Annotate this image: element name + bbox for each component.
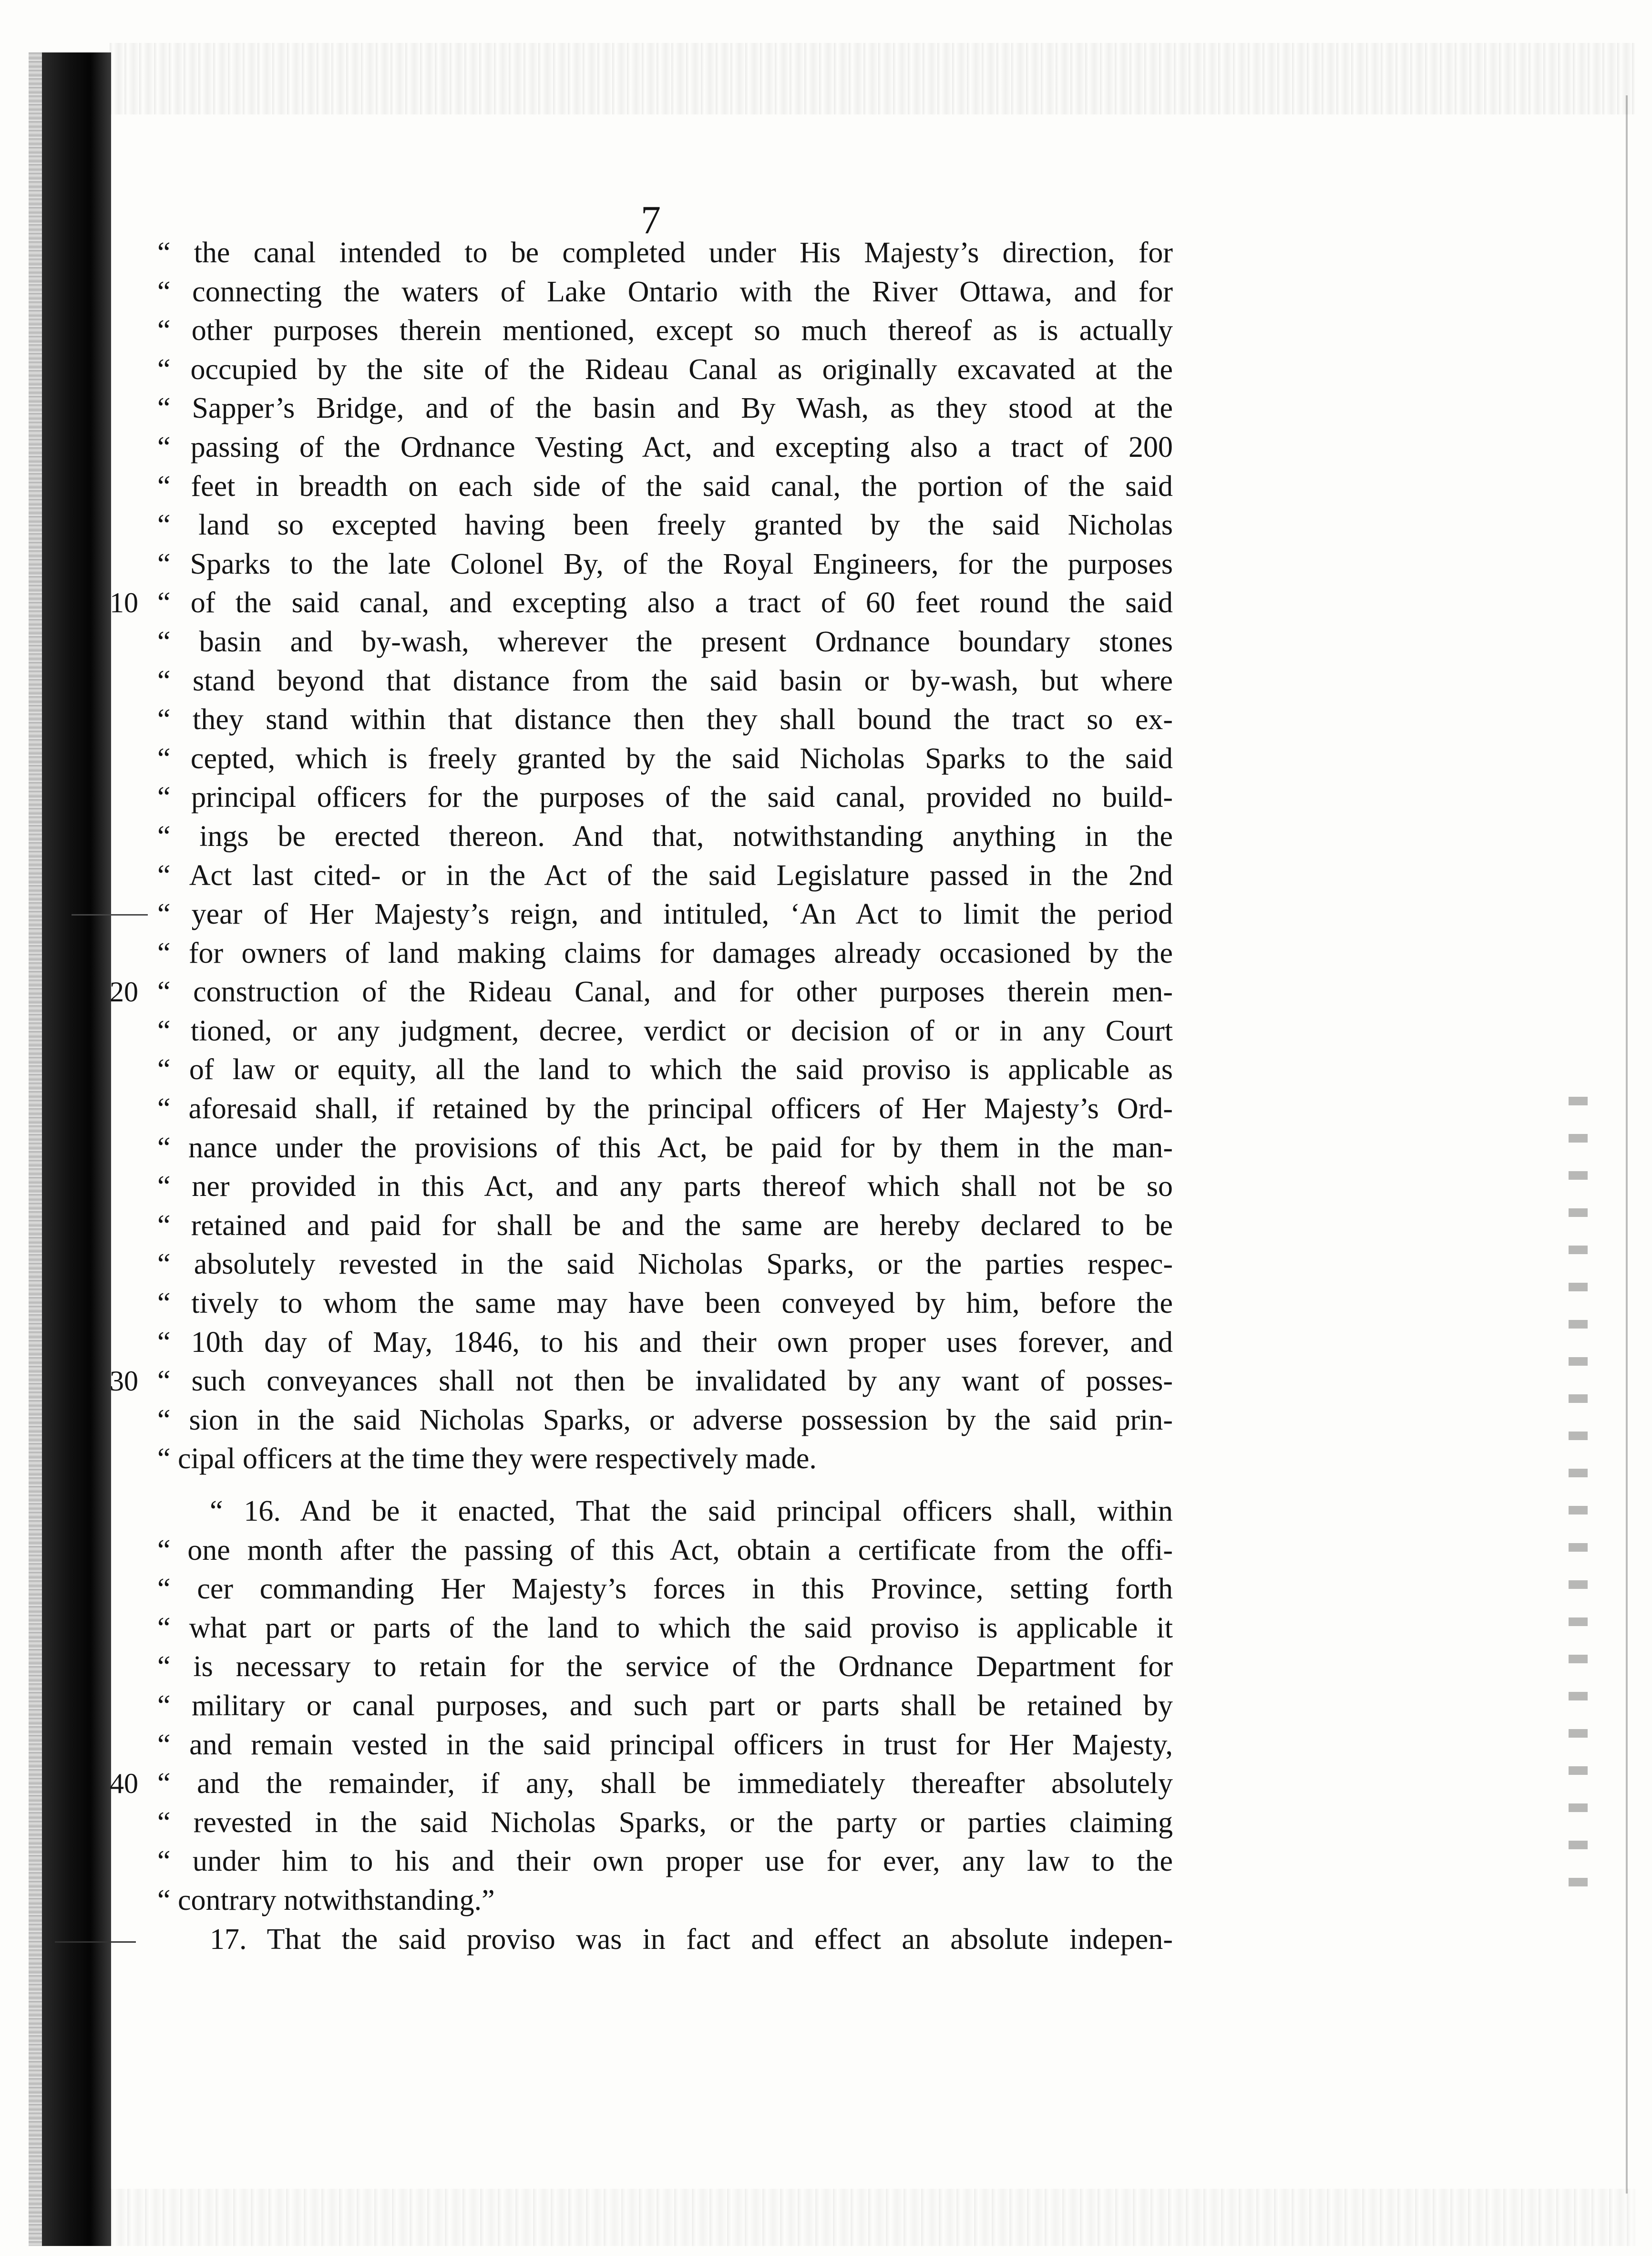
text-line	[157, 506, 1173, 545]
text-line-content: “ of the said canal, and excepting also a tract of 60 feet round the said	[157, 587, 1173, 619]
text-line-content: “ sion in the said Nicholas Sparks, or adverse possession by the said prin-	[157, 1403, 1173, 1436]
text-line-content: “ other purposes therein mentioned, except so much thereof as is actually	[157, 314, 1173, 347]
text-line-content: “ Sapper’s Bridge, and of the basin and By Wash, as they stood at the	[157, 392, 1173, 425]
margin-line-number: 20	[110, 976, 138, 1008]
text-line	[157, 1492, 1173, 1531]
text-line-content: “ is necessary to retain for the service of the Ordnance Department for	[157, 1650, 1173, 1683]
text-line	[157, 1570, 1173, 1609]
text-line-content: “ contrary notwithstanding.”	[157, 1884, 495, 1916]
text-line	[157, 1167, 1173, 1206]
text-line	[157, 740, 1173, 779]
text-line-content: “ retained and paid for shall be and the same are hereby declared to be	[157, 1209, 1173, 1242]
text-line	[157, 700, 1173, 740]
text-line	[157, 1129, 1173, 1168]
text-line-content: “ land so excepted having been freely granted by the said Nicholas	[157, 509, 1173, 542]
text-line-content: “ one month after the passing of this Act, obtain a certificate from the offi-	[157, 1534, 1173, 1566]
text-line-content: “ 10th day of May, 1846, to his and their own proper uses forever, and	[157, 1326, 1173, 1359]
text-line	[110, 584, 1173, 623]
binding-edge	[29, 52, 43, 2246]
text-line	[157, 389, 1173, 428]
text-line-content: “ aforesaid shall, if retained by the principal officers of Her Majesty’s Ord-	[157, 1092, 1173, 1125]
text-line-content: “ absolutely revested in the said Nicholas Sparks, or the parties respec-	[157, 1248, 1173, 1281]
text-line-content: “ such conveyances shall not then be invalidated by any want of posses-	[157, 1365, 1173, 1398]
text-line-content: “ cepted, which is freely granted by the said Nicholas Sparks to the said	[157, 742, 1173, 775]
text-line	[157, 1440, 1173, 1479]
text-line	[157, 467, 1173, 506]
body-text	[110, 234, 1173, 1959]
text-line-content: “ ings be erected thereon. And that, notwithstanding anything in the	[157, 820, 1173, 853]
text-line	[157, 1609, 1173, 1648]
text-line-content: “ 16. And be it enacted, That the said principal officers shall, within	[210, 1495, 1173, 1527]
text-line	[157, 1206, 1173, 1246]
text-line-content: “ of law or equity, all the land to which the said proviso is applicable as	[157, 1053, 1173, 1086]
text-line	[157, 1531, 1173, 1570]
text-line	[110, 1764, 1173, 1803]
text-line-content: “ connecting the waters of Lake Ontario with the River Ottawa, and for	[157, 275, 1173, 308]
text-line	[157, 1726, 1173, 1765]
text-line	[157, 350, 1173, 390]
margin-dash	[55, 1941, 136, 1943]
text-line-content: “ what part or parts of the land to which the said proviso is applicable it	[157, 1611, 1173, 1644]
text-line-content: “ under him to his and their own proper use for ever, any law to the	[157, 1845, 1173, 1878]
text-line-content: “ they stand within that distance then they shall bound the tract so ex-	[157, 703, 1173, 736]
section-16-paragraph	[110, 1492, 1173, 1920]
scan-noise-right	[1569, 1097, 1588, 1907]
text-line-content: “ and the remainder, if any, shall be immediately thereafter absolutely	[157, 1767, 1173, 1800]
text-line	[157, 817, 1173, 856]
text-line	[110, 1362, 1173, 1401]
book-binding	[42, 52, 111, 2246]
main-paragraph	[110, 234, 1173, 1479]
text-line-content: “ year of Her Majesty’s reign, and intituled, ‘An Act to limit the period	[157, 898, 1173, 931]
margin-line-number: 10	[110, 587, 138, 619]
text-line	[157, 1881, 1173, 1920]
text-line	[157, 623, 1173, 662]
text-line	[157, 311, 1173, 350]
text-line	[157, 1648, 1173, 1687]
text-line	[157, 1323, 1173, 1362]
text-line	[157, 856, 1173, 896]
text-line	[157, 934, 1173, 973]
text-line	[157, 1245, 1173, 1284]
scan-noise-top	[110, 43, 1635, 114]
text-line-content: “ and remain vested in the said principal officers in trust for Her Majesty,	[157, 1728, 1173, 1761]
text-line	[157, 545, 1173, 584]
text-line	[157, 1803, 1173, 1843]
text-line-content: “ ner provided in this Act, and any parts thereof which shall not be so	[157, 1170, 1173, 1203]
page-edge	[1626, 95, 1628, 2194]
text-line	[157, 273, 1173, 312]
text-line	[157, 1284, 1173, 1323]
text-line-content: “ basin and by-wash, wherever the present Ordnance boundary stones	[157, 625, 1173, 658]
text-line	[110, 973, 1173, 1012]
text-line	[157, 1401, 1173, 1440]
text-line	[157, 1687, 1173, 1726]
text-line-content: “ occupied by the site of the Rideau Canal as originally excavated at the	[157, 353, 1173, 386]
text-line-content: “ tively to whom the same may have been conveyed by him, before the	[157, 1287, 1173, 1320]
text-line	[157, 662, 1173, 701]
text-line-content: “ revested in the said Nicholas Sparks, or the party or parties claiming	[157, 1806, 1173, 1839]
text-line-content: “ tioned, or any judgment, decree, verdict or decision of or in any Court	[157, 1014, 1173, 1047]
text-line	[157, 778, 1173, 817]
text-line-content: “ passing of the Ordnance Vesting Act, and excepting also a tract of 200	[157, 431, 1173, 464]
scan-noise-bottom	[110, 2189, 1635, 2246]
text-line-content: “ construction of the Rideau Canal, and for other purposes therein men-	[157, 976, 1173, 1009]
text-line-content: “ the canal intended to be completed under His Majesty’s direction, for	[157, 237, 1173, 269]
text-line-content: “ cer commanding Her Majesty’s forces in this Province, setting forth	[157, 1573, 1173, 1606]
text-line-content: “ for owners of land making claims for damages already occasioned by the	[157, 937, 1173, 969]
text-line-content: “ principal officers for the purposes of the said canal, provided no build-	[157, 781, 1173, 814]
text-line-content: “ cipal officers at the time they were respectively made.	[157, 1442, 817, 1475]
text-line	[157, 895, 1173, 934]
text-line	[157, 1051, 1173, 1090]
text-line	[157, 1842, 1173, 1881]
text-line-content: “ stand beyond that distance from the said basin or by-wash, but where	[157, 664, 1173, 697]
margin-line-number: 30	[110, 1365, 138, 1397]
text-line	[157, 1920, 1173, 1959]
text-line	[157, 234, 1173, 273]
margin-dash	[72, 914, 148, 916]
text-line-content: “ Sparks to the late Colonel By, of the Royal Engineers, for the purposes	[157, 547, 1173, 580]
text-line-content: 17. That the said proviso was in fact and effect an absolute indepen-	[210, 1923, 1173, 1956]
margin-line-number: 40	[110, 1768, 138, 1800]
text-line-content: “ military or canal purposes, and such part or parts shall be retained by	[157, 1689, 1173, 1722]
text-line	[157, 1012, 1173, 1051]
text-line-content: “ feet in breadth on each side of the said canal, the portion of the said	[157, 470, 1173, 503]
text-line	[157, 428, 1173, 467]
text-line	[157, 1090, 1173, 1129]
page-number: 7	[641, 198, 661, 242]
text-line-content: “ Act last cited- or in the Act of the said Legislature passed in the 2nd	[157, 859, 1173, 892]
text-line-content: “ nance under the provisions of this Act, be paid for by them in the man-	[157, 1131, 1173, 1164]
section-17-paragraph	[157, 1920, 1173, 1959]
